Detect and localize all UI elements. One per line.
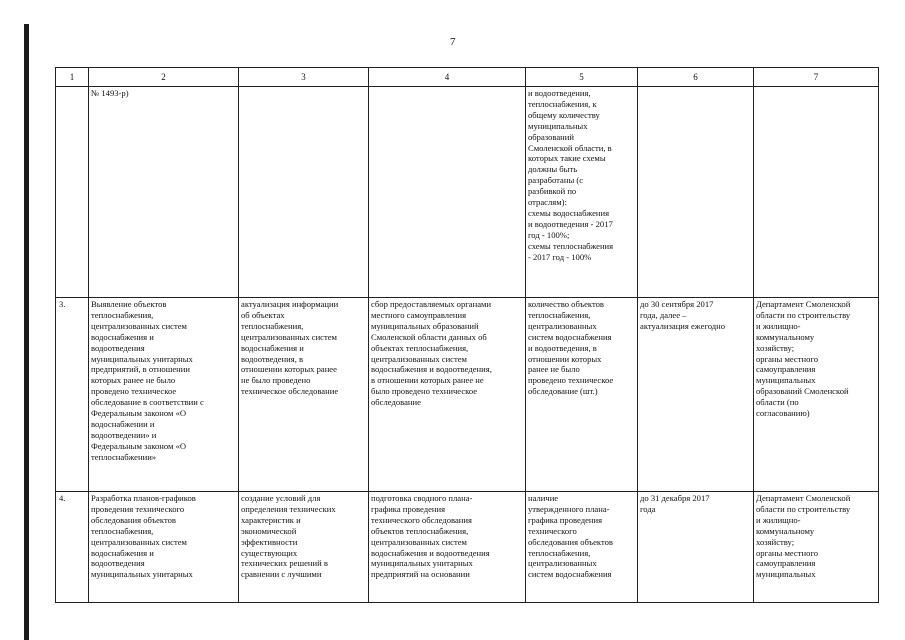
cell-line: техническое обследование [241,386,339,397]
header-cell: 4 [369,68,526,87]
cell-line: и жилищно- [756,514,801,525]
cell-line: создание условий для [241,493,321,503]
cell-line: области по строительству [756,309,851,320]
cell-line: централизованных систем [371,536,467,547]
cell-line: которых такие схемы [528,153,606,164]
cell-line: водоотведения [91,558,145,569]
cell-line: водоснабжения и [241,342,304,353]
cell-col6 [638,298,754,492]
cell-line: теплоснабжения, [528,309,591,320]
cell-line: наличие [528,493,559,503]
cell-col7 [754,492,879,603]
cell-line: схемы водоснабжения [528,207,610,218]
cell-line: и водоотведения, в [528,342,597,353]
cell-line: предприятий на основании [371,569,470,580]
cell-line: области (по [756,397,799,408]
cell-line: до 30 сентября 2017 [640,299,714,309]
cell-line: технических решений в [241,558,328,569]
cell-line: Смоленской области данных об [371,331,487,342]
cell-line: централизованных систем [371,353,467,364]
header-row [56,68,879,87]
cell-col4 [369,87,526,298]
cell-line: № 1493-р) [91,88,129,98]
cell-line: сбор предоставляемых органами [371,299,492,309]
cell-col7 [754,87,879,298]
cell-line: года, далее – [640,309,687,320]
table-row [56,492,879,603]
cell-line: систем водоснабжения [528,331,612,342]
cell-line: в отношении которых ранее не [371,375,484,386]
cell-line: муниципальных образований [371,320,479,331]
header-cell: 2 [89,68,239,87]
cell-line: водоснабжения и [91,547,154,558]
cell-line: характеристик и [241,514,301,525]
cell-line: коммунальному [756,331,815,342]
cell-line: Департамент Смоленской [756,299,851,309]
cell-line: обследование в соответствии с [91,397,204,408]
cell-line: эффективности [241,536,298,547]
cell-line: предприятий, в отношении [91,364,190,375]
cell-line: хозяйству; [756,536,795,547]
cell-col5 [526,492,638,603]
cell-line: которых ранее не было [91,375,176,386]
cell-line: теплоснабжения, [91,525,154,536]
cell-line: технического обследования [371,514,472,525]
activities-table [55,67,879,603]
cell-line: водоотведения, в [241,353,304,364]
cell-line: теплоснабжения, [91,309,154,320]
cell-line: Выявление объектов [91,299,167,309]
cell-line: согласованию) [756,408,810,419]
cell-line: водоотведения [91,342,145,353]
cell-line: разбивкой по [528,186,577,197]
cell-line: обследование [371,397,421,408]
header-cell: 7 [754,68,879,87]
cell-line: муниципальных [756,375,816,386]
cell-line: Федеральным законом «О [91,440,187,451]
cell-line: местного самоуправления [371,309,467,320]
table-row [56,87,879,298]
cell-line: должны быть [528,164,578,175]
cell-line: и жилищно- [756,320,801,331]
cell-line: не было проведено [241,375,311,386]
cell-line: систем водоснабжения [528,569,612,580]
header-cell: 5 [526,68,638,87]
cell-line: графика проведения [371,503,446,514]
cell-line: муниципальных [756,569,816,580]
cell-col2 [89,298,239,492]
cell-line: экономической [241,525,297,536]
cell-col3 [239,492,369,603]
cell-line: проведения технического [91,503,185,514]
cell-line: общему количеству [528,109,600,120]
cell-line: образований Смоленской [756,386,849,397]
cell-line: актуализация информации [241,299,339,309]
cell-col4 [369,492,526,603]
cell-line: хозяйству; [756,342,795,353]
cell-line: муниципальных [528,120,588,131]
cell-line: проведено техническое [91,386,177,397]
cell-line: утвержденного плана- [528,503,610,514]
cell-line: теплоснабжении» [91,451,157,462]
cell-col7 [754,298,879,492]
cell-line: технического [528,525,577,536]
cell-col5 [526,87,638,298]
header-cell: 1 [56,68,89,87]
scan-left-edge [24,24,29,640]
cell-col2 [89,492,239,603]
cell-line: области по строительству [756,503,851,514]
cell-line: централизованных систем [241,331,337,342]
cell-line: обследования объектов [91,514,176,525]
cell-line: сравнении с лучшими [241,569,322,580]
cell-line: об объектах [241,309,285,320]
cell-line: самоуправления [756,558,816,569]
cell-line: схемы теплоснабжения [528,240,614,251]
cell-line: водоснабжения и водоотведения, [371,364,492,375]
cell-col2 [89,87,239,298]
cell-line: проведено техническое [528,375,614,386]
cell-line: года [640,503,656,514]
cell-col6 [638,87,754,298]
table-row [56,298,879,492]
cell-line: обследования объектов [528,536,613,547]
cell-line: муниципальных унитарных [91,569,193,580]
cell-line: обследование (шт.) [528,386,598,397]
cell-line: отношении которых ранее [241,364,337,375]
cell-line: водоотведении» и [91,429,157,440]
header-cell: 6 [638,68,754,87]
cell-col4 [369,298,526,492]
cell-line: объектов теплоснабжения, [371,525,469,536]
cell-line: теплоснабжения, [241,320,304,331]
cell-line: разработаны (с [528,175,584,186]
cell-line: год - 100%; [528,229,570,240]
cell-line: Департамент Смоленской [756,493,851,503]
cell-line: муниципальных унитарных [371,558,473,569]
cell-line: и водоотведения, [528,88,591,98]
cell-line: актуализация ежегодно [640,320,726,331]
cell-line: централизованных [528,320,597,331]
cell-line: централизованных систем [91,320,187,331]
cell-line: централизованных систем [91,536,187,547]
cell-line: водоснабжения и водоотведения [371,547,490,558]
cell-line: коммунальному [756,525,815,536]
cell-line: образований [528,131,574,142]
cell-line: количество объектов [528,299,604,309]
header-cell: 3 [239,68,369,87]
cell-line: теплоснабжения, к [528,98,597,109]
row-number: 4. [56,492,89,603]
cell-line: муниципальных унитарных [91,353,193,364]
cell-line: определения технических [241,503,336,514]
cell-col3 [239,87,369,298]
row-number: 3. [56,298,89,492]
cell-line: централизованных [528,558,597,569]
cell-col5 [526,298,638,492]
cell-line: органы местного [756,353,818,364]
cell-line: водоснабжении и [91,418,155,429]
cell-line: самоуправления [756,364,816,375]
cell-line: водоснабжения и [91,331,154,342]
cell-col3 [239,298,369,492]
cell-line: подготовка сводного плана- [371,493,473,503]
cell-line: было проведено техническое [371,386,478,397]
cell-line: отраслям): [528,197,567,208]
row-number [56,87,89,298]
cell-line: Смоленской области, в [528,142,612,153]
page-number: 7 [450,36,456,48]
cell-line: органы местного [756,547,818,558]
cell-line: ранее не было [528,364,580,375]
cell-line: существующих [241,547,298,558]
cell-line: - 2017 год - 100% [528,251,592,262]
cell-line: теплоснабжения, [528,547,591,558]
cell-line: Федеральным законом «О [91,408,187,419]
cell-col6 [638,492,754,603]
cell-line: до 31 декабря 2017 [640,493,710,503]
cell-line: отношении которых [528,353,602,364]
cell-line: и водоотведения - 2017 [528,218,613,229]
cell-line: объектах теплоснабжения, [371,342,469,353]
cell-line: Разработка планов-графиков [91,493,196,503]
cell-line: графика проведения [528,514,603,525]
